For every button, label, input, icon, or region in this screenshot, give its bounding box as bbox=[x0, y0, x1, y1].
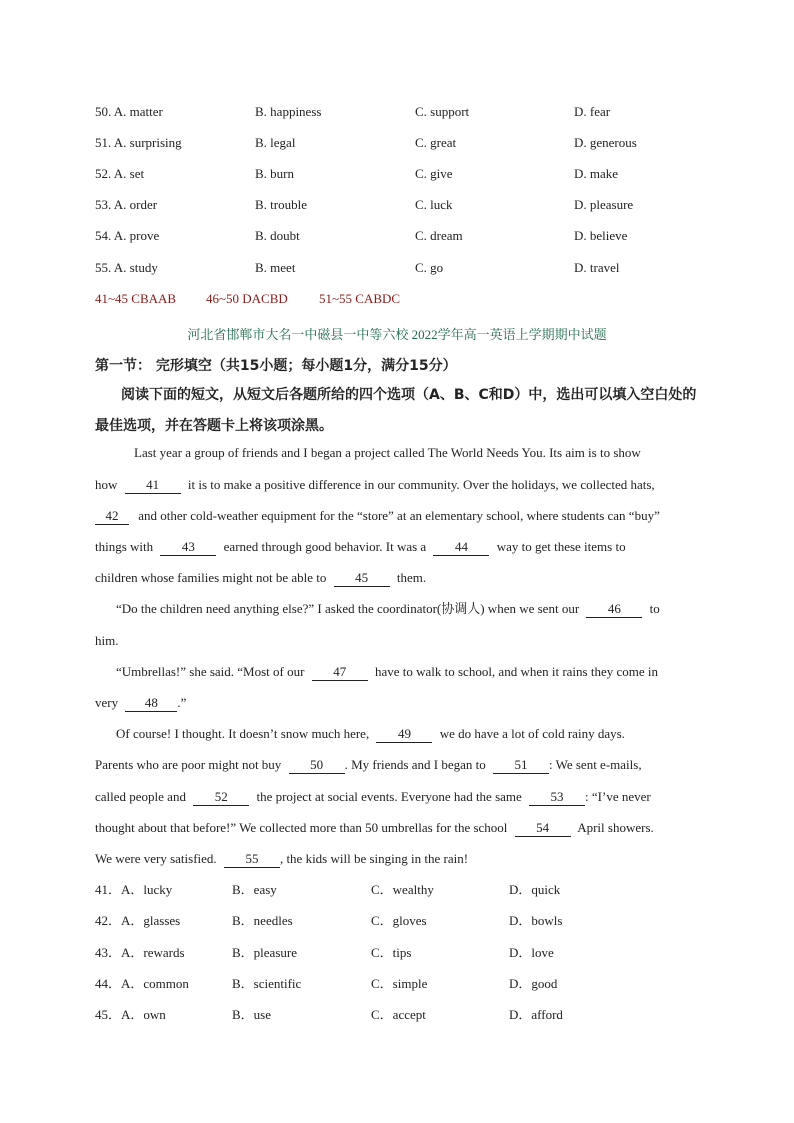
blank-48: 48 bbox=[125, 695, 177, 712]
option-a: 51. A. surprising bbox=[95, 135, 182, 150]
option-d: D. pleasure bbox=[574, 197, 634, 212]
option-d: D. travel bbox=[574, 260, 620, 275]
passage-text: .” bbox=[177, 695, 187, 710]
blank-43: 43 bbox=[160, 539, 216, 556]
section-heading: 第一节： 完形填空（共15小题；每小题1分，满分15分） bbox=[95, 358, 457, 374]
instructions: 阅读下面的短文，从短文后各题所给的四个选项（A、B、C和D）中，选出可以填入空白处的最佳选项，并在答题卡上将该项涂黑。 bbox=[95, 387, 697, 434]
passage-text: : We sent e-mails, bbox=[548, 757, 642, 772]
option-a: 53. A. order bbox=[95, 197, 158, 212]
option-a: 45．A．own bbox=[95, 1007, 166, 1022]
option-d: D. fear bbox=[574, 104, 611, 119]
passage-text: children whose families might not be able to bbox=[95, 570, 327, 585]
option-d: D．bowls bbox=[509, 913, 563, 928]
passage-text: have to walk to school, and when it rains they come in bbox=[374, 664, 658, 679]
passage-line bbox=[95, 818, 654, 838]
option-c: C. great bbox=[415, 135, 457, 150]
option-c: C．simple bbox=[371, 976, 428, 991]
option-a: 41．A．lucky bbox=[95, 882, 173, 897]
option-a: 52. A. set bbox=[95, 166, 145, 181]
passage-text: way to get these items to bbox=[496, 539, 626, 554]
passage-text: April showers. bbox=[577, 820, 654, 835]
passage-text: Parents who are poor might not buy bbox=[95, 757, 282, 772]
passage-text: them. bbox=[396, 570, 427, 585]
option-c: C．wealthy bbox=[371, 882, 434, 897]
option-c: C. dream bbox=[415, 228, 463, 243]
blank-45: 45 bbox=[334, 570, 390, 587]
passage-text: “Umbrellas!” she said. “Most of our bbox=[116, 664, 305, 679]
option-b: B．easy bbox=[232, 882, 277, 897]
blank-42: 42 bbox=[95, 508, 129, 525]
passage-text: and other cold-weather equipment for the “store” at an elementary school, where students can “buy” bbox=[138, 508, 660, 523]
passage-line bbox=[95, 506, 660, 526]
passage-text: the project at social events. Everyone had the same bbox=[256, 789, 522, 804]
option-b: B．needles bbox=[232, 913, 293, 928]
passage-text: how bbox=[95, 477, 118, 492]
blank-49: 49 bbox=[376, 726, 432, 743]
blank-51: 51 bbox=[493, 757, 549, 774]
option-d: D．quick bbox=[509, 882, 561, 897]
passage-text: “Do the children need anything else?” I asked the coordinator(协调人) when we sent our bbox=[116, 601, 580, 616]
passage-text: we do have a lot of cold rainy days. bbox=[439, 726, 625, 741]
option-d: D．afford bbox=[509, 1007, 563, 1022]
option-a: 42．A．glasses bbox=[95, 913, 181, 928]
passage-line bbox=[116, 599, 660, 619]
passage-text: . My friends and I began to bbox=[344, 757, 486, 772]
passage-text: Of course! I thought. It doesn’t snow much here, bbox=[116, 726, 370, 741]
option-a: 55. A. study bbox=[95, 260, 158, 275]
passage-line bbox=[95, 475, 655, 495]
option-c: C．tips bbox=[371, 945, 412, 960]
passage-line bbox=[116, 662, 658, 682]
passage-text: him. bbox=[95, 633, 119, 648]
option-b: B. doubt bbox=[255, 228, 300, 243]
option-c: C. luck bbox=[415, 197, 453, 212]
option-b: B. legal bbox=[255, 135, 296, 150]
option-b: B．scientific bbox=[232, 976, 302, 991]
option-b: B. meet bbox=[255, 260, 296, 275]
option-d: D. make bbox=[574, 166, 619, 181]
option-b: B. happiness bbox=[255, 104, 322, 119]
option-d: D. believe bbox=[574, 228, 628, 243]
blank-50: 50 bbox=[289, 757, 345, 774]
passage-text: called people and bbox=[95, 789, 186, 804]
option-d: D. generous bbox=[574, 135, 637, 150]
passage-text: earned through good behavior. It was a bbox=[223, 539, 427, 554]
blank-53: 53 bbox=[529, 789, 585, 806]
passage-line bbox=[95, 755, 642, 775]
test-title: 河北省邯郸市大名一中磁县一中等六校 2022学年高一英语上学期期中试题 bbox=[187, 327, 607, 342]
option-b: B．use bbox=[232, 1007, 272, 1022]
option-a: 54. A. prove bbox=[95, 228, 160, 243]
option-d: D．good bbox=[509, 976, 558, 991]
passage-text: it is to make a positive difference in our community. Over the holidays, we collected hats, bbox=[187, 477, 655, 492]
option-c: C. give bbox=[415, 166, 453, 181]
option-a: 44．A．common bbox=[95, 976, 189, 991]
answer-key-46-50: 46~50 DACBD bbox=[206, 291, 288, 306]
passage-line bbox=[134, 443, 641, 463]
blank-41: 41 bbox=[125, 477, 181, 494]
passage-line bbox=[95, 631, 118, 651]
option-b: B. trouble bbox=[255, 197, 307, 212]
option-c: C. go bbox=[415, 260, 444, 275]
option-d: D．love bbox=[509, 945, 554, 960]
option-a: 50. A. matter bbox=[95, 104, 163, 119]
blank-47: 47 bbox=[312, 664, 368, 681]
passage-text: , the kids will be singing in the rain! bbox=[279, 851, 469, 866]
passage-text: : “I’ve never bbox=[585, 789, 651, 804]
option-b: B．pleasure bbox=[232, 945, 297, 960]
blank-44: 44 bbox=[433, 539, 489, 556]
blank-52: 52 bbox=[193, 789, 249, 806]
passage-line bbox=[95, 693, 186, 713]
blank-54: 54 bbox=[515, 820, 571, 837]
passage-line bbox=[95, 568, 426, 588]
passage-line bbox=[95, 537, 626, 557]
passage-text: things with bbox=[95, 539, 154, 554]
answer-key-51-55: 51~55 CABDC bbox=[319, 291, 401, 306]
option-b: B. burn bbox=[255, 166, 294, 181]
option-c: C. support bbox=[415, 104, 470, 119]
passage-text: to bbox=[649, 601, 660, 616]
answer-key-41-45: 41~45 CBAAB bbox=[95, 291, 177, 306]
option-c: C．accept bbox=[371, 1007, 426, 1022]
passage-text: Last year a group of friends and I began a project called The World Needs You. Its aim is to show bbox=[134, 445, 641, 460]
blank-46: 46 bbox=[586, 601, 642, 618]
passage-text: We were very satisfied. bbox=[95, 851, 217, 866]
option-a: 43．A．rewards bbox=[95, 945, 185, 960]
passage-line bbox=[95, 849, 468, 869]
passage-line bbox=[116, 724, 625, 744]
passage-text: thought about that before!” We collected more than 50 umbrellas for the school bbox=[95, 820, 508, 835]
blank-55: 55 bbox=[224, 851, 280, 868]
option-c: C．gloves bbox=[371, 913, 427, 928]
passage-line bbox=[95, 787, 651, 807]
passage-text: very bbox=[95, 695, 119, 710]
